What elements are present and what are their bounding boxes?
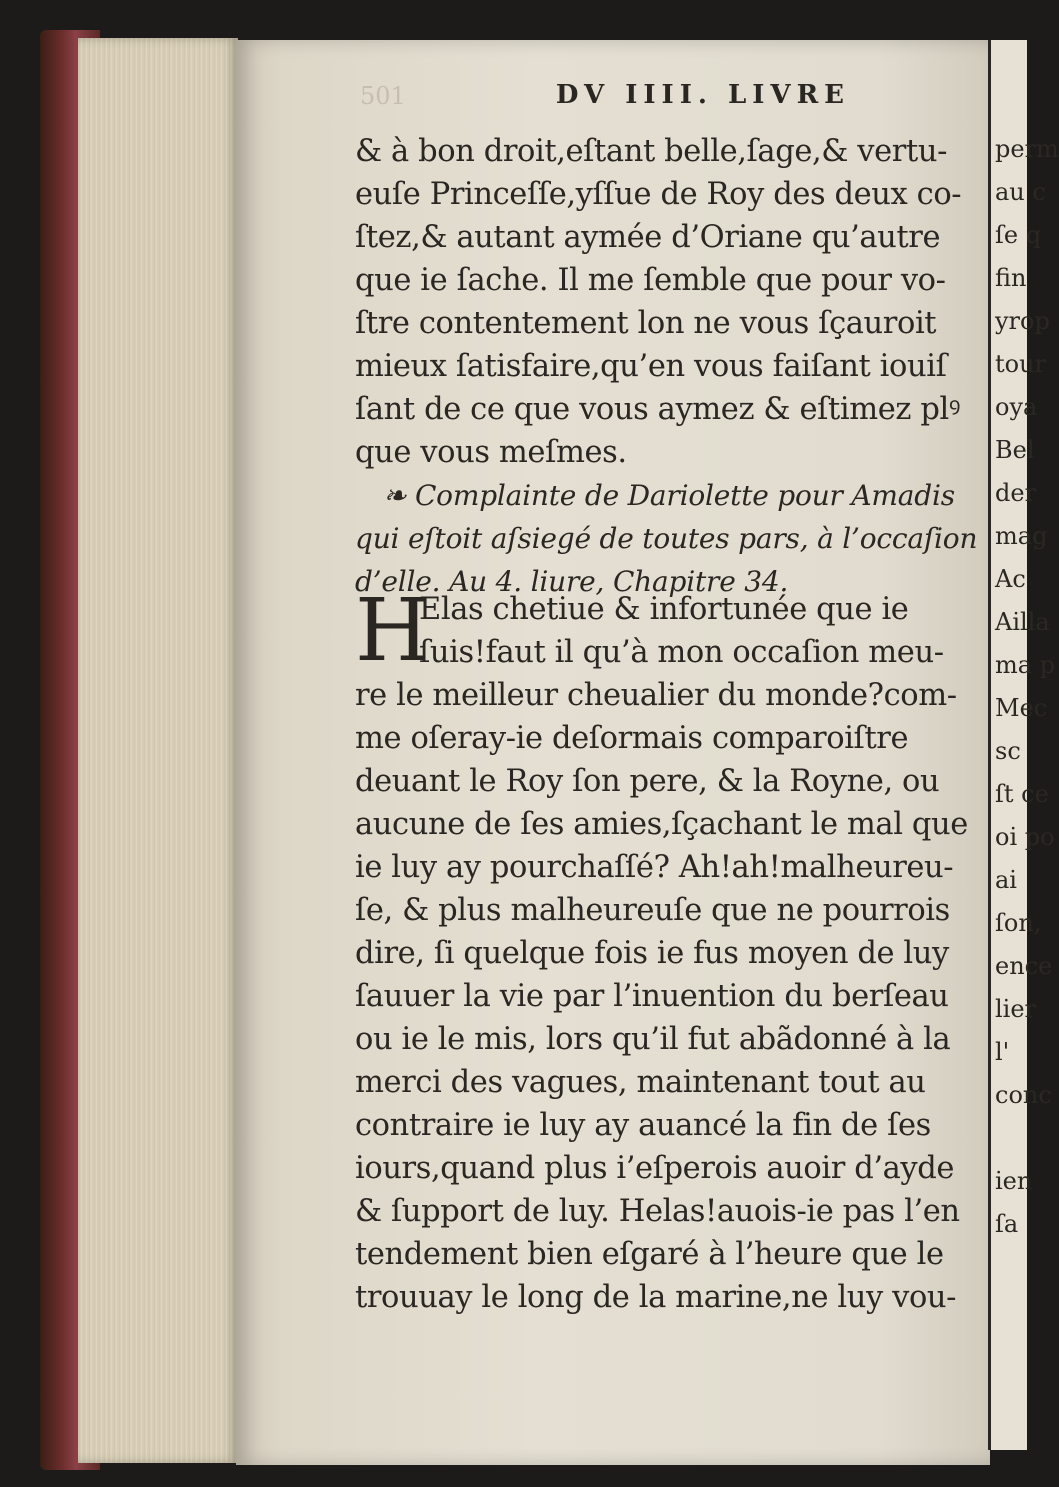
body-line: & ſupport de luy. Helas!auois-ie pas l’en [355,1194,960,1229]
facing-page-fragment: l' [995,1038,1010,1066]
section-heading-line: ❧ Complainte de Dariolette pour Amadis [383,479,955,512]
folio-number: 501 [360,82,406,110]
facing-page-edge [988,40,1059,1450]
body-line: mieux ſatisfaire,qu’en vous faiſant iouiſ [355,349,947,384]
section-heading-line: qui eſtoit aſsiegé de toutes pars, à l’occaſion [355,522,978,555]
facing-page-fragment: oya [995,393,1038,421]
body-line: trouuay le long de la marine,ne luy vou- [355,1280,957,1315]
body-line: iours,quand plus i’eſperois auoir d’ayde [355,1151,955,1186]
facing-page-fragment: Mec [995,694,1048,722]
body-line: merci des vagues, maintenant tout au [355,1065,926,1100]
body-line: ſtez,& autant aymée d’Oriane qu’autre [355,220,941,255]
body-line: que vous meſmes. [355,435,627,470]
page-edges [78,38,238,1463]
facing-page-fragment: Ailla [995,608,1050,636]
facing-page-fragment: conc [995,1081,1052,1109]
facing-page-fragment: ſt ce [995,780,1049,808]
body-line: re le meilleur cheualier du monde?com- [355,678,957,713]
body-line: contraire ie luy ay auancé la fin de ſes [355,1108,931,1143]
facing-page-fragment: ſe q [995,221,1042,249]
facing-page-fragment: ence [995,952,1053,980]
facing-page-fragment: oi po [995,823,1055,851]
facing-page-fragment: der [995,479,1037,507]
facing-page-fragment: fin [995,264,1027,292]
facing-page-fragment: Bel [995,436,1035,464]
body-line: ſauuer la vie par l’inuention du berſeau [355,979,949,1014]
facing-page-fragment: au c [995,178,1046,206]
body-line: ſtre contentement lon ne vous ſçauroit [355,306,937,341]
body-line: deuant le Roy ſon pere, & la Royne, ou [355,764,940,799]
facing-page-fragment: sc [995,737,1021,765]
body-line: ſe, & plus malheureuſe que ne pourrois [355,893,950,928]
drop-cap: H [355,581,430,681]
body-line: tendement bien eſgaré à l’heure que le [355,1237,944,1272]
body-line: aucune de ſes amies,ſçachant le mal que [355,807,968,842]
body-line: & à bon droit,eſtant belle,ſage,& vertu- [355,134,947,169]
facing-page-fragment: Ac [995,565,1026,593]
body-line: ie luy ay pourchaſſé? Ah!ah!malheureu- [355,850,954,885]
body-line: euſe Princeſſe,yſſue de Roy des deux co- [355,177,962,212]
body-line: que ie ſache. Il me ſemble que pour vo- [355,263,946,298]
facing-page-fragment: tour [995,350,1047,378]
facing-page-fragment: lier [995,995,1037,1023]
body-line: ſuis!faut il qu’à mon occaſion meu- [419,635,944,670]
facing-page-fragment: ſon, [995,909,1042,937]
facing-page-fragment: mag [995,522,1048,550]
facing-page-fragment: ai [995,866,1017,894]
facing-page-fragment: ſa [995,1210,1019,1238]
body-line: ſant de ce que vous aymez & eſtimez plꝰ [355,392,961,427]
body-line: me oſeray-ie deſormais comparoiſtre [355,721,909,756]
body-line: dire, ſi quelque fois ie fus moyen de luy [355,936,949,971]
facing-page-fragment: ien [995,1167,1033,1195]
facing-page-fragment: yrop [995,307,1050,335]
facing-page-fragment: perm [995,135,1059,163]
body-line: ou ie le mis, lors qu’il fut abãdonné à la [355,1022,951,1057]
section-heading-line: d’elle. Au 4. liure, Chapitre 34. [355,565,789,598]
body-line: Elas chetiue & infortunée que ie [419,592,909,627]
running-head: DV IIII. LIVRE [555,80,850,110]
facing-page-fragment: ma p [995,651,1056,679]
